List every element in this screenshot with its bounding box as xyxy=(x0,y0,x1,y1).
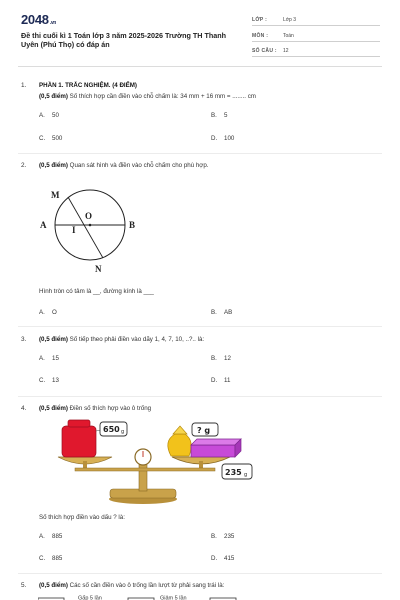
logo-text: 2048 xyxy=(21,12,49,27)
label-i: I xyxy=(72,225,76,235)
option-text: 885 xyxy=(52,555,63,562)
question-text xyxy=(39,162,209,169)
weight-unknown: ? g xyxy=(197,426,211,435)
meta-count-value: 12 xyxy=(283,48,289,54)
label-o: O xyxy=(85,211,93,221)
meta-class-label: LỚP : xyxy=(252,17,268,23)
option-text: 13 xyxy=(52,377,59,384)
option-letter: B. xyxy=(211,309,217,316)
question-divider xyxy=(18,396,382,397)
option-text: 5 xyxy=(224,112,228,119)
option-letter: A. xyxy=(39,533,45,540)
red-jar-lid xyxy=(68,420,90,427)
question-divider xyxy=(18,326,382,327)
pink-block-top xyxy=(191,439,241,445)
weight-235: 235 xyxy=(225,468,242,477)
question-body: Quan sát hình và điền vào chỗ chấm cho phù hợp. xyxy=(69,162,209,169)
option-text: 235 xyxy=(224,533,235,540)
option-text: O xyxy=(52,309,57,316)
center-point xyxy=(89,224,92,227)
label-n: N xyxy=(95,264,102,274)
option-letter: D. xyxy=(211,555,218,562)
flow-label-1: Gấp 5 lần xyxy=(78,595,102,600)
option-text: AB xyxy=(224,309,233,316)
balance-scale-figure xyxy=(55,417,260,507)
question-text xyxy=(39,582,224,589)
option-a[interactable] xyxy=(39,309,57,316)
question-points: (0,5 điểm) xyxy=(39,405,68,412)
label-a: A xyxy=(40,220,47,230)
question-number: 5. xyxy=(21,582,27,589)
option-a[interactable] xyxy=(39,533,62,540)
question-text xyxy=(39,93,256,100)
option-b[interactable] xyxy=(211,112,227,119)
question-prompt: Số thích hợp điền vào dấu ? là: xyxy=(39,514,125,521)
question-points: (0,5 điểm) xyxy=(39,93,68,100)
question-body: Điền số thích hợp vào ô trống xyxy=(69,405,152,412)
meta-count xyxy=(252,45,380,57)
option-letter: A. xyxy=(39,112,45,119)
yellow-bag xyxy=(168,434,191,456)
option-letter: B. xyxy=(211,533,217,540)
question-number: 1. xyxy=(21,82,27,89)
option-b[interactable] xyxy=(211,309,232,316)
question-text xyxy=(39,336,204,343)
scale-beam xyxy=(75,468,215,471)
meta-subject-value: Toán xyxy=(283,33,294,39)
question-number: 3. xyxy=(21,336,27,343)
question-prompt: Hình tròn có tâm là __, đường kính là ___ xyxy=(39,288,154,295)
option-letter: D. xyxy=(211,135,218,142)
option-text: 15 xyxy=(52,355,59,362)
question-number: 2. xyxy=(21,162,27,169)
question-number: 4. xyxy=(21,405,27,412)
option-text: 415 xyxy=(224,555,235,562)
document-header xyxy=(0,0,400,66)
option-text: 11 xyxy=(224,377,231,384)
question-divider xyxy=(18,153,382,154)
option-c[interactable] xyxy=(39,377,59,384)
red-jar xyxy=(62,426,96,457)
option-b[interactable] xyxy=(211,533,234,540)
label-m: M xyxy=(51,190,60,200)
weight-650-unit: g xyxy=(121,429,125,435)
option-d[interactable] xyxy=(211,377,230,384)
weight-235-unit: g xyxy=(244,472,248,478)
logo-suffix: .vn xyxy=(49,20,57,26)
meta-class xyxy=(252,14,380,26)
header-divider xyxy=(18,66,382,67)
site-logo[interactable] xyxy=(21,12,56,27)
number-flow-diagram xyxy=(38,592,238,600)
option-c[interactable] xyxy=(39,555,62,562)
option-d[interactable] xyxy=(211,555,234,562)
option-text: 100 xyxy=(224,135,235,142)
option-text: 885 xyxy=(52,533,63,540)
meta-count-label: SỐ CÂU : xyxy=(252,48,277,54)
option-letter: C. xyxy=(39,555,46,562)
option-a[interactable] xyxy=(39,112,59,119)
option-letter: B. xyxy=(211,112,217,119)
option-text: 12 xyxy=(224,355,231,362)
option-text: 50 xyxy=(52,112,59,119)
question-points: (0,5 điểm) xyxy=(39,582,68,589)
question-body: Số thích hợp cần điền vào chỗ chấm là: 34 mm + 16 mm = ........ cm xyxy=(69,93,256,100)
weight-650: 650 xyxy=(103,425,120,434)
option-b[interactable] xyxy=(211,355,231,362)
option-c[interactable] xyxy=(39,135,62,142)
question-body: Các số cần điền vào ô trống lần lượt từ phải sang trái là: xyxy=(69,582,225,589)
question-text xyxy=(39,405,151,412)
option-a[interactable] xyxy=(39,355,59,362)
option-d[interactable] xyxy=(211,135,234,142)
option-text: 500 xyxy=(52,135,63,142)
flow-label-2: Giảm 5 lần xyxy=(160,595,187,600)
option-letter: B. xyxy=(211,355,217,362)
question-points: (0,5 điểm) xyxy=(39,162,68,169)
option-letter: C. xyxy=(39,377,46,384)
circle-figure xyxy=(34,184,142,274)
meta-subject xyxy=(252,30,380,42)
yellow-bag-top xyxy=(173,426,187,434)
option-letter: D. xyxy=(211,377,218,384)
section-title: PHẦN 1. TRẮC NGHIỆM. (4 ĐIỂM) xyxy=(39,82,137,89)
document-title: Đề thi cuối kì 1 Toán lớp 3 năm 2025-2026 Trường TH Thanh Uyên (Phú Thọ) có đáp án xyxy=(21,31,227,49)
option-letter: A. xyxy=(39,355,45,362)
label-b: B xyxy=(129,220,136,230)
option-letter: A. xyxy=(39,309,45,316)
option-letter: C. xyxy=(39,135,46,142)
meta-class-value: Lớp 3 xyxy=(283,17,297,23)
question-body: Số tiếp theo phải điền vào dãy 1, 4, 7, 10, ..?.. là: xyxy=(69,336,205,343)
pink-block xyxy=(191,445,235,457)
question-points: (0,5 điểm) xyxy=(39,336,68,343)
meta-subject-label: MÔN : xyxy=(252,33,269,39)
question-divider xyxy=(18,573,382,574)
